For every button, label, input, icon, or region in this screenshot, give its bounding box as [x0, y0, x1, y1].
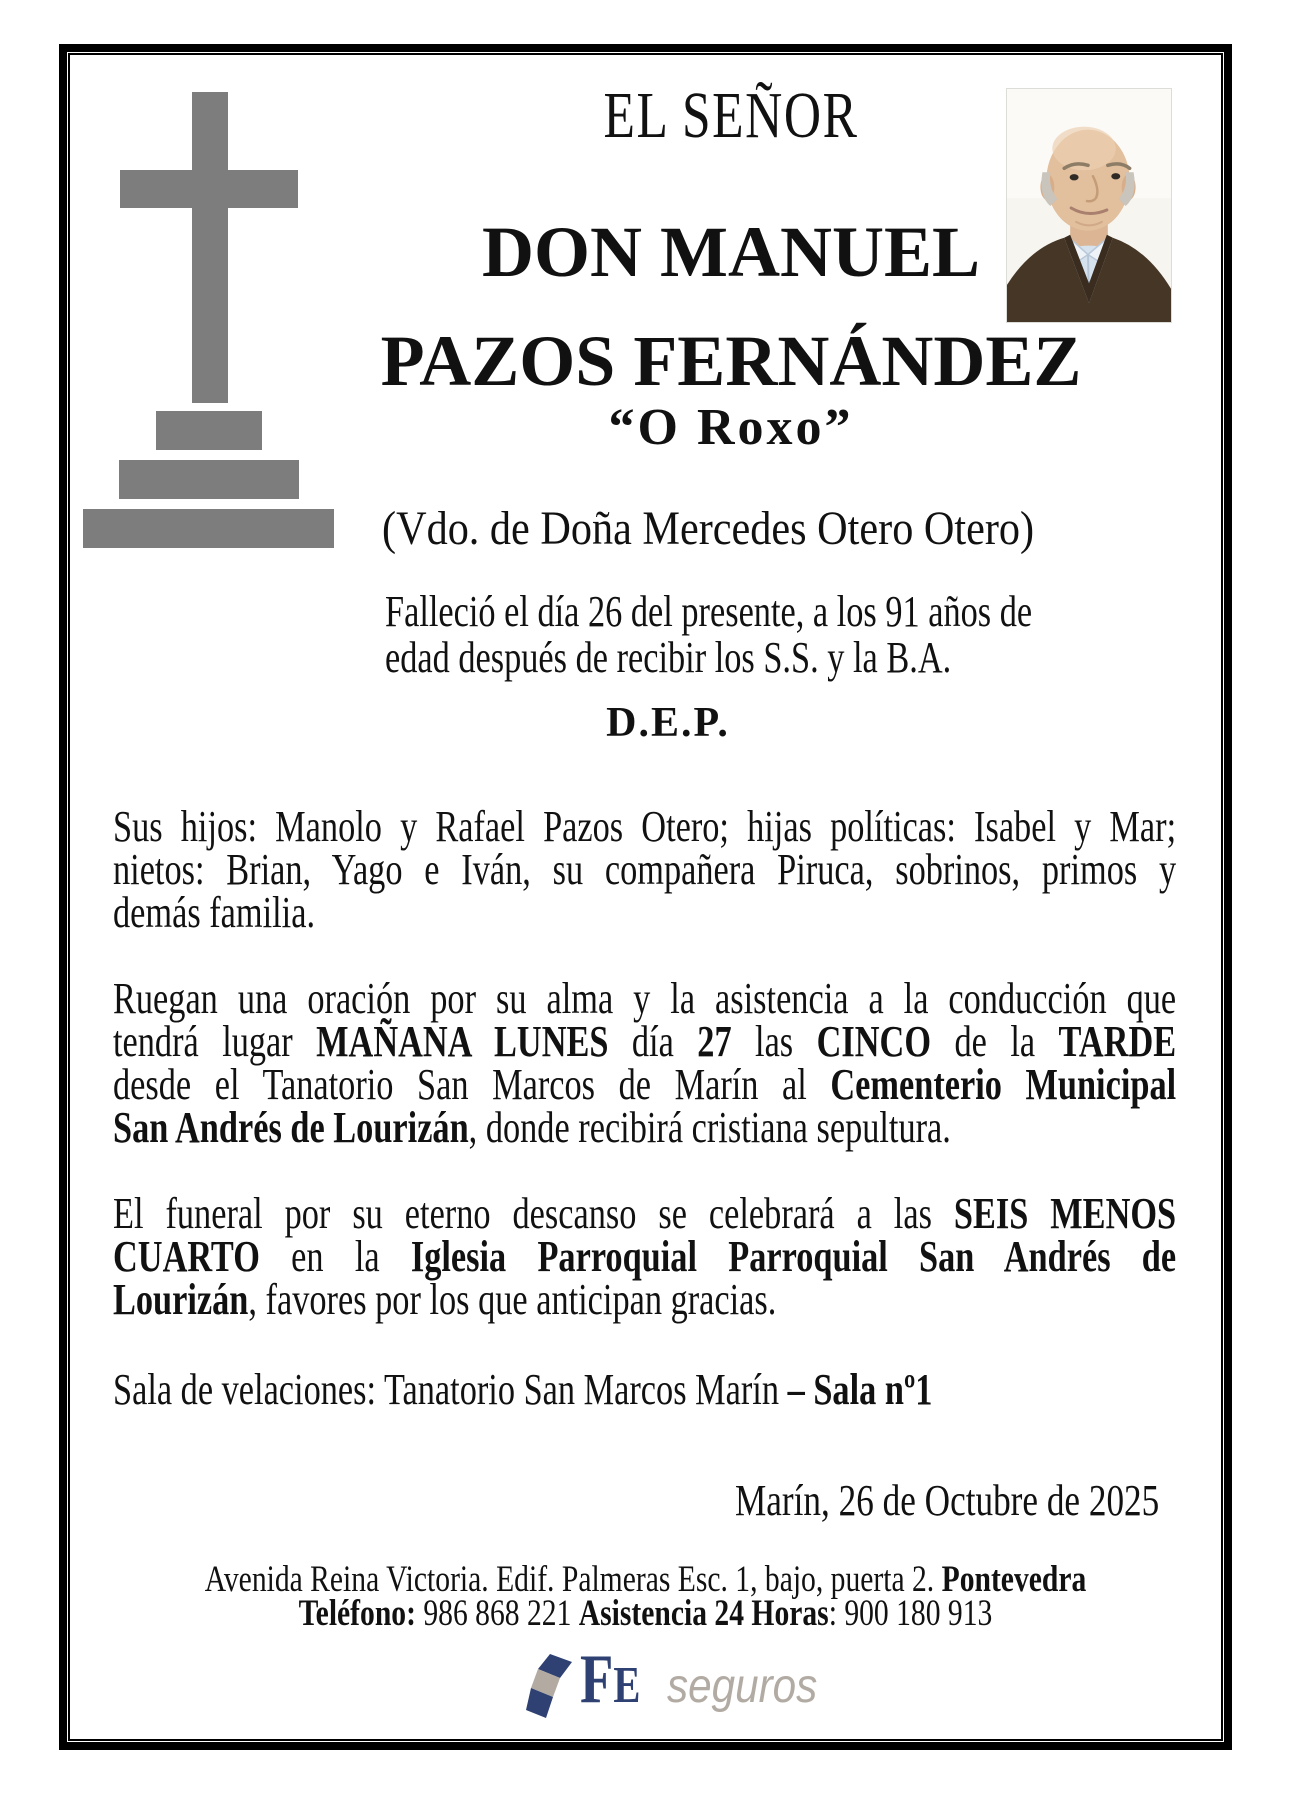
paragraph-line	[113, 1232, 1177, 1281]
phone-number: 986 868 221	[415, 1593, 579, 1634]
wake-room-text: Sala de velaciones: Tanatorio San Marcos Marín	[113, 1365, 788, 1414]
paragraph-line	[113, 1103, 1176, 1152]
header-column	[370, 0, 1092, 700]
highlight-church: Iglesia Parroquial Parroquial San Andrés de	[410, 1232, 1177, 1281]
paragraph-text: , donde recibirá cristiana sepultura.	[468, 1103, 951, 1152]
paragraph-line	[113, 974, 1177, 1023]
deceased-name-line1: DON MANUEL	[482, 212, 980, 292]
deceased-name-line2: PAZOS FERNÁNDEZ	[380, 321, 1082, 401]
paragraph-line	[113, 845, 1177, 894]
death-notice-lines	[385, 589, 1032, 681]
paragraph-text: El funeral por su eterno descanso se celebrará a las	[113, 1189, 954, 1238]
highlight-church-name: Lourizán	[113, 1275, 249, 1324]
highlight-mass-hour: SEIS MENOS	[953, 1189, 1177, 1238]
address-city: Pontevedra	[941, 1559, 1087, 1600]
widower-of-line: (Vdo. de Doña Mercedes Otero Otero)	[382, 502, 1035, 555]
fe-seguros-ribbon-icon	[526, 1654, 572, 1723]
paragraph-text: día	[608, 1017, 698, 1066]
paragraph-text: demás familia.	[113, 888, 316, 937]
paragraph-line	[113, 1189, 1177, 1238]
paragraph-text: en la	[259, 1232, 411, 1281]
paragraph-text: de la	[931, 1017, 1059, 1066]
paragraph-text: tendrá lugar	[113, 1017, 317, 1066]
logo-letter-e: E	[613, 1657, 641, 1714]
fe-seguros-logo	[74, 1641, 1290, 1725]
logo-letter-f: F	[579, 1641, 614, 1718]
death-notice-line2: edad después de recibir los S.S. y la B.A.	[385, 633, 952, 682]
highlight-cemetery: Cementerio Municipal	[830, 1060, 1177, 1109]
highlight-cemetery-name: San Andrés de Lourizán	[113, 1103, 469, 1152]
cross-horizontal-arm	[120, 170, 298, 208]
highlight-mass-hour2: CUARTO	[113, 1232, 260, 1281]
highlight-date-number: 27	[697, 1017, 732, 1066]
paragraph-text: , favores por los que anticipan gracias.	[248, 1275, 777, 1324]
family-paragraph	[113, 802, 1177, 937]
place-date-line: Marín, 26 de Octubre de 2025	[735, 1476, 1160, 1525]
deceased-nickname: “O Roxo”	[608, 399, 854, 456]
highlight-hour: CINCO	[816, 1017, 932, 1066]
paragraph-line	[113, 1017, 1177, 1066]
fe-logo-wordmark	[579, 1641, 641, 1718]
procession-paragraph	[113, 974, 1177, 1152]
wake-room-number: – Sala nº1	[787, 1365, 933, 1414]
cross-vertical-bar	[192, 92, 228, 403]
paragraph-text: Ruegan una oración por su alma y la asistencia a la conducción que	[113, 974, 1177, 1023]
wake-room-line	[113, 1364, 932, 1415]
logo-seguros-text: seguros	[667, 1660, 818, 1713]
assistance-number: : 900 180 913	[828, 1593, 993, 1634]
funeral-mass-paragraph	[113, 1189, 1177, 1324]
cross-pedestal-step-1	[156, 411, 262, 450]
insurer-phone-line	[176, 1592, 1114, 1635]
rest-in-peace-abbreviation: D.E.P.	[606, 700, 730, 746]
paragraph-text: nietos: Brian, Yago e Iván, su compañera Piruca, sobrinos, primos y	[113, 845, 1177, 894]
salutation-title: EL SEÑOR	[603, 79, 859, 152]
cross-pedestal-step-2	[119, 460, 299, 499]
paragraph-text: Sus hijos: Manolo y Rafael Pazos Otero; hijas políticas: Isabel y Mar;	[113, 802, 1177, 851]
cross-pedestal-step-3	[83, 509, 334, 548]
death-notice-line1: Falleció el día 26 del presente, a los 91 años de	[385, 587, 1033, 636]
paragraph-line	[113, 802, 1177, 851]
paragraph-line	[113, 888, 1176, 937]
highlight-day: MAÑANA LUNES	[316, 1017, 609, 1066]
paragraph-text: las	[731, 1017, 817, 1066]
paragraph-line	[113, 1060, 1177, 1109]
paragraph-line	[113, 1275, 1176, 1324]
address-text: Avenida Reina Victoria. Edif. Palmeras Esc. 1, bajo, puerta 2.	[204, 1559, 942, 1600]
paragraph-text: desde el Tanatorio San Marcos de Marín al	[113, 1060, 831, 1109]
phone-label: Teléfono:	[298, 1593, 416, 1634]
assistance-label: Asistencia 24 Horas	[578, 1593, 829, 1634]
highlight-afternoon: TARDE	[1058, 1017, 1177, 1066]
